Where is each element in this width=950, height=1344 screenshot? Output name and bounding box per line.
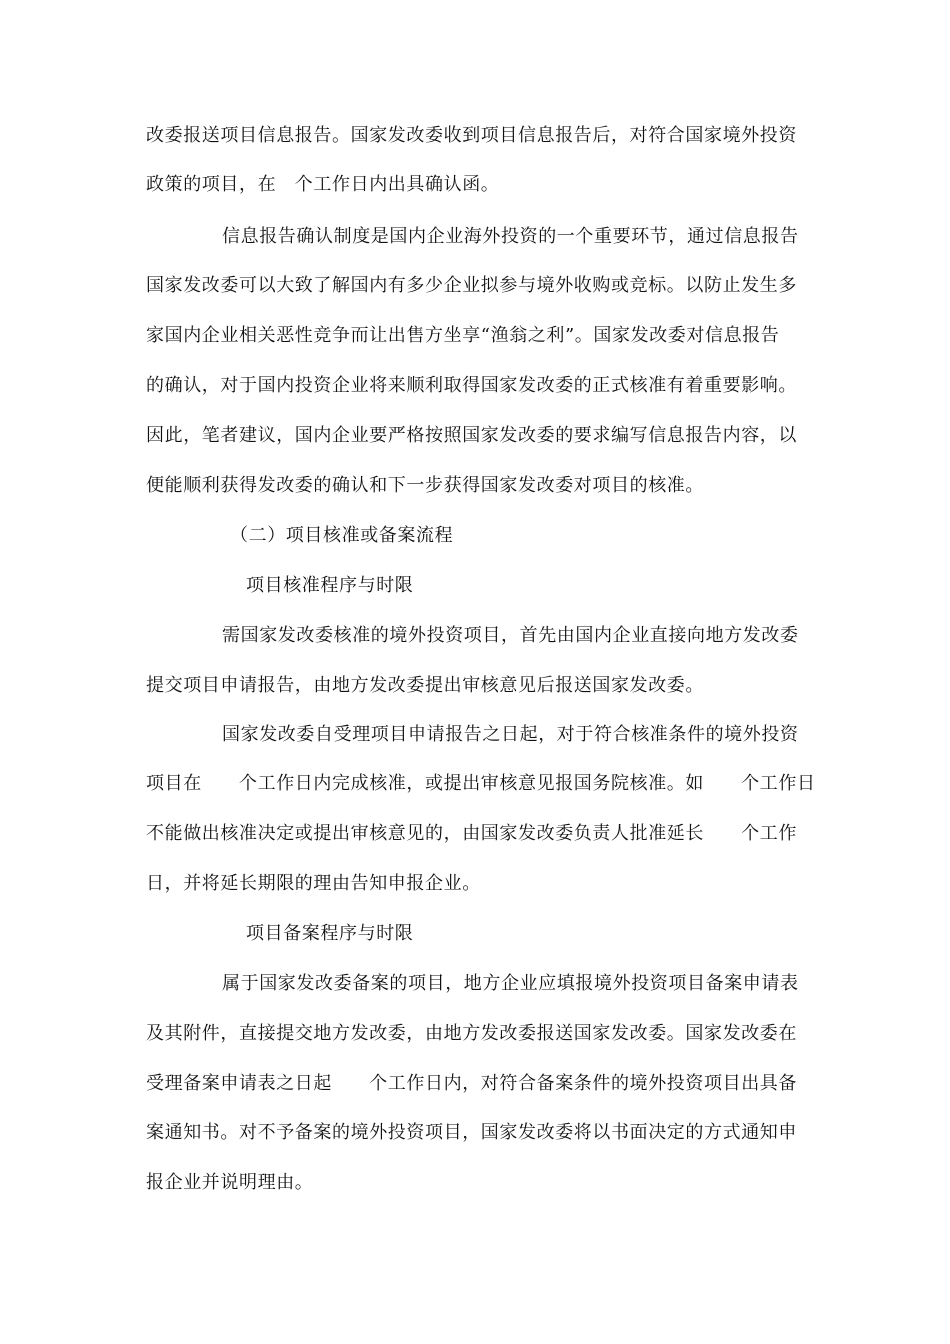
text-line: 报企业并说明理由。 bbox=[146, 1172, 314, 1193]
text-line: 家国内企业相关恶性竞争而让出售方坐享“渔翁之利”。国家发改委对信息报告 bbox=[146, 325, 780, 346]
text-line: 国家发改委可以大致了解国内有多少企业拟参与境外收购或竞标。以防止发生多 bbox=[146, 275, 797, 296]
text-line: 不能做出核准决定或提出审核意见的，由国家发改委负责人批准延长 个工作 bbox=[146, 823, 797, 844]
text-line: 的确认，对于国内投资企业将来顺利取得国家发改委的正式核准有着重要影响。 bbox=[146, 375, 797, 396]
text-line: 受理备案申请表之日起 个工作日内，对符合备案条件的境外投资项目出具备 bbox=[146, 1073, 797, 1094]
section-heading: （二）项目核准或备案流程 bbox=[230, 525, 454, 546]
text-line: 改委报送项目信息报告。国家发改委收到项目信息报告后，对符合国家境外投资 bbox=[146, 125, 797, 146]
text-line: 便能顺利获得发改委的确认和下一步获得国家发改委对项目的核准。 bbox=[146, 475, 704, 496]
text-line: 属于国家发改委备案的项目，地方企业应填报境外投资项目备案申请表 bbox=[222, 973, 799, 994]
text-line: 提交项目申请报告，由地方发改委提出审核意见后报送国家发改委。 bbox=[146, 675, 704, 696]
subsection-heading: 项目备案程序与时限 bbox=[246, 923, 414, 944]
text-line: 项目在 个工作日内完成核准，或提出审核意见报国务院核准。如 个工作日 bbox=[146, 773, 816, 794]
text-line: 政策的项目，在 个工作日内出具确认函。 bbox=[146, 174, 500, 195]
text-line: 及其附件，直接提交地方发改委，由地方发改委报送国家发改委。国家发改委在 bbox=[146, 1023, 797, 1044]
text-line: 国家发改委自受理项目申请报告之日起，对于符合核准条件的境外投资 bbox=[222, 724, 799, 745]
text-line: 需国家发改委核准的境外投资项目，首先由国内企业直接向地方发改委 bbox=[222, 625, 799, 646]
text-line: 因此，笔者建议，国内企业要严格按照国家发改委的要求编写信息报告内容，以 bbox=[146, 425, 797, 446]
subsection-heading: 项目核准程序与时限 bbox=[246, 575, 414, 596]
text-line: 日，并将延长期限的理由告知申报企业。 bbox=[146, 873, 481, 894]
text-line: 信息报告确认制度是国内企业海外投资的一个重要环节，通过信息报告 bbox=[222, 226, 799, 247]
text-line: 案通知书。对不予备案的境外投资项目，国家发改委将以书面决定的方式通知申 bbox=[146, 1122, 797, 1143]
